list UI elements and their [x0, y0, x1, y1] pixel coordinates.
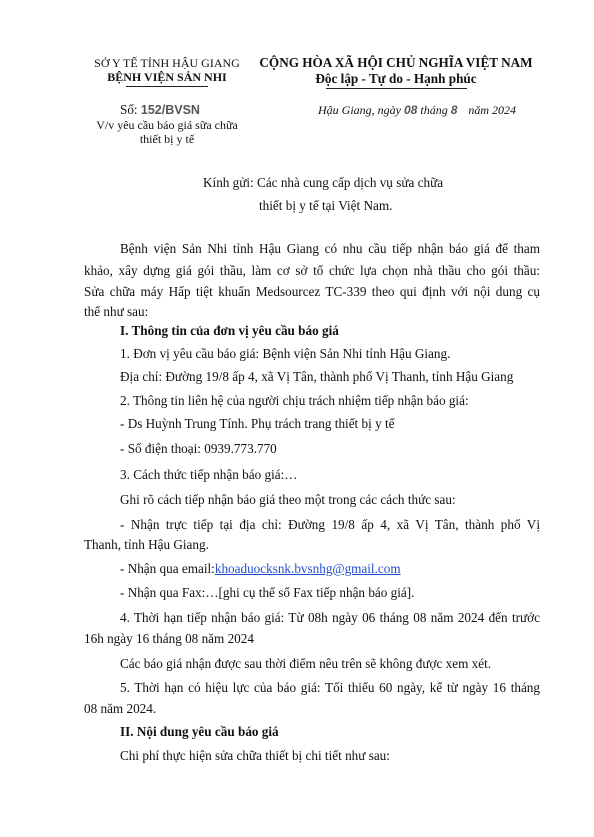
section-2-title: II. Nội dung yêu cầu báo giá [120, 724, 279, 739]
date-month-label: tháng [420, 103, 448, 117]
item-4-deadline-line-1: 4. Thời hạn tiếp nhận báo giá: Từ 08h ngày 06 tháng 08 năm 2024 đến trước [120, 610, 540, 625]
motto-underline [326, 88, 467, 89]
issuing-department: SỞ Y TẾ TỈNH HẬU GIANG [94, 56, 240, 70]
email-label: - Nhận qua email: [120, 561, 215, 576]
receiving-method-note: Ghi rõ cách tiếp nhận báo giá theo một trong các cách thức sau: [120, 492, 456, 507]
date-month: 8 [450, 103, 458, 117]
document-number-line [120, 102, 200, 118]
contact-person: - Ds Huỳnh Trung Tính. Phụ trách trang thiết bị y tế [120, 416, 395, 431]
direct-delivery-line-1: - Nhận trực tiếp tại địa chỉ: Đường 19/8 ấp 4, xã Vị Tân, thành phố Vị [120, 517, 540, 532]
item-4-deadline-line-2: 16h ngày 16 tháng 08 năm 2024 [84, 631, 254, 646]
intro-line-3: Sửa chữa máy Hấp tiệt khuẩn Medsourcez TC-339 theo qui định với nội dung cụ [84, 284, 540, 299]
email-delivery [120, 561, 401, 577]
intro-line-4: thể như sau: [84, 304, 149, 319]
direct-delivery-line-2: Thanh, tỉnh Hậu Giang. [84, 537, 209, 552]
document-number: 152/BVSN [140, 103, 200, 117]
section-2-text: Chi phí thực hiện sửa chữa thiết bị chi tiết như sau: [120, 748, 390, 763]
subject-line-1: V/v yêu cầu báo giá sữa chữa [96, 118, 238, 132]
contact-phone: - Số điện thoại: 0939.773.770 [120, 441, 277, 456]
date-prefix: Hậu Giang, ngày [318, 103, 401, 117]
section-1-title: I. Thông tin của đơn vị yêu cầu báo giá [120, 323, 339, 338]
item-2-contact-heading: 2. Thông tin liên hệ của người chịu trách nhiệm tiếp nhận báo giá: [120, 393, 469, 408]
late-submission-note: Các báo giá nhận được sau thời điểm nêu trên sẽ không được xem xét. [120, 656, 492, 671]
item-3-receiving-method: 3. Cách thức tiếp nhận báo giá:… [120, 467, 298, 482]
recipient-line-1: Kính gửi: Các nhà cung cấp dịch vụ sửa chữa [203, 175, 444, 190]
item-1-requesting-unit: 1. Đơn vị yêu cầu báo giá: Bệnh viện Sản Nhi tỉnh Hậu Giang. [120, 346, 451, 361]
fax-delivery: - Nhận qua Fax:…[ghi cụ thể số Fax tiếp nhận báo giá]. [120, 585, 415, 600]
subject-line-2: thiết bị y tế [139, 132, 195, 146]
item-5-validity-line-2: 08 năm 2024. [84, 701, 157, 716]
issuing-hospital: BỆNH VIỆN SẢN NHI [107, 70, 227, 84]
republic-title: CỘNG HÒA XÃ HỘI CHỦ NGHĨA VIỆT NAM [259, 55, 533, 70]
issue-date [318, 103, 516, 117]
date-year: năm 2024 [468, 103, 517, 117]
date-day: 08 [404, 103, 418, 117]
intro-line-1: Bệnh viện Sản Nhi tỉnh Hậu Giang có nhu cầu tiếp nhận báo giá để tham [120, 241, 540, 256]
requesting-unit-address: Địa chỉ: Đường 19/8 ấp 4, xã Vị Tân, thành phố Vị Thanh, tỉnh Hậu Giang [120, 369, 514, 384]
email-link[interactable]: khoaduocksnk.bvsnhg@gmail.com [214, 561, 401, 576]
item-5-validity-line-1: 5. Thời hạn có hiệu lực của báo giá: Tối thiểu 60 ngày, kể từ ngày 16 tháng [120, 680, 540, 695]
recipient-line-2: thiết bị y tế tại Việt Nam. [259, 198, 393, 213]
national-motto: Độc lập - Tự do - Hạnh phúc [315, 71, 477, 86]
document-number-label: Số: [120, 102, 138, 117]
intro-line-2: khảo, xây dựng giá gói thầu, làm cơ sở tổ chức lựa chọn nhà thầu cho gói thầu: [84, 263, 540, 278]
hospital-underline [126, 86, 208, 87]
